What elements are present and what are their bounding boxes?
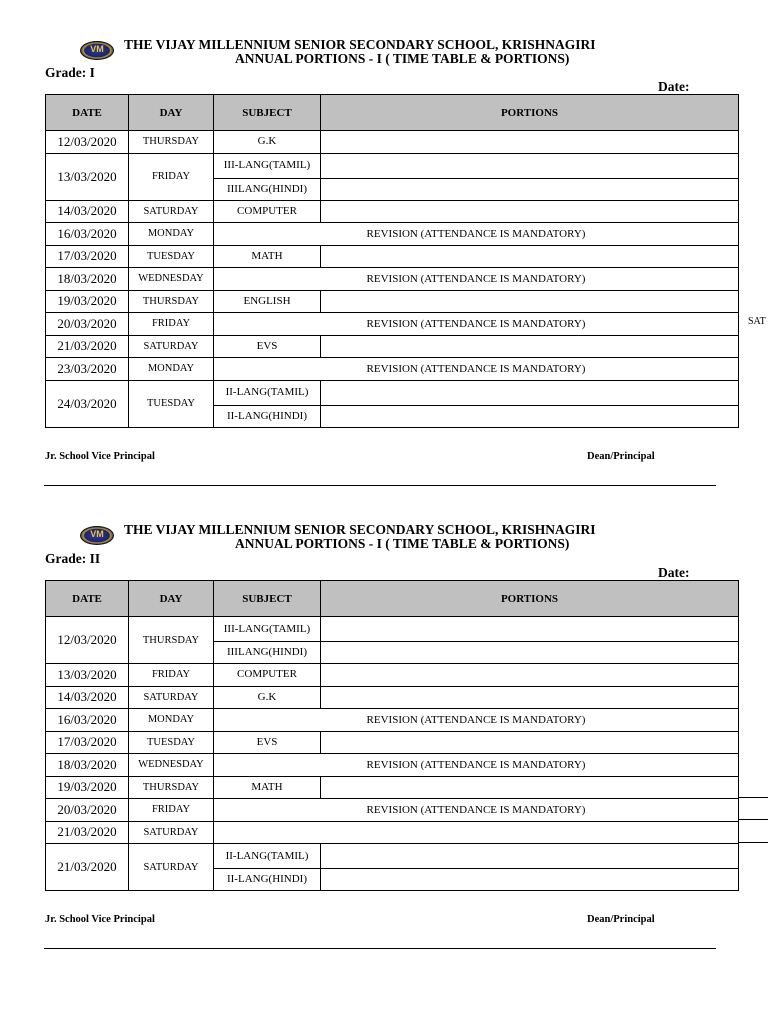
cell-date: 18/03/2020	[46, 754, 129, 777]
cell-day: THURSDAY	[129, 776, 214, 799]
cell-day: WEDNESDAY	[129, 754, 214, 777]
cell-subject: II-LANG(HINDI)	[214, 869, 321, 891]
cell-date: 17/03/2020	[46, 731, 129, 754]
cell-subject: III-LANG(TAMIL)	[214, 617, 321, 642]
table-row	[46, 664, 739, 687]
cell-date: 16/03/2020	[46, 709, 129, 732]
cell-revision: REVISION (ATTENDANCE IS MANDATORY)	[214, 313, 739, 336]
col-header-day: DAY	[129, 95, 214, 131]
cell-subject: EVS	[214, 335, 321, 358]
cell-revision: REVISION (ATTENDANCE IS MANDATORY)	[214, 358, 739, 381]
cell-portions	[321, 869, 739, 891]
cell-date: 19/03/2020	[46, 776, 129, 799]
cell-day: TUESDAY	[129, 731, 214, 754]
table-extension-line	[738, 819, 768, 820]
timetable	[45, 580, 739, 891]
cell-revision: REVISION (ATTENDANCE IS MANDATORY)	[214, 223, 739, 246]
cell-day: SATURDAY	[129, 686, 214, 709]
cell-day: MONDAY	[129, 709, 214, 732]
table-row	[46, 799, 739, 822]
table-row	[46, 776, 739, 799]
cell-date: 20/03/2020	[46, 313, 129, 336]
cell-portions	[321, 664, 739, 687]
cell-day: FRIDAY	[129, 313, 214, 336]
cell-subject: G.K	[214, 131, 321, 154]
cell-subject: IIILANG(HINDI)	[214, 178, 321, 200]
table-body	[46, 617, 739, 891]
cell-subject: III-LANG(TAMIL)	[214, 153, 321, 178]
cell-date: 13/03/2020	[46, 153, 129, 200]
cell-portions	[321, 686, 739, 709]
cell-day: FRIDAY	[129, 153, 214, 200]
cell-day: MONDAY	[129, 358, 214, 381]
cell-subject: COMPUTER	[214, 664, 321, 687]
school-name: THE VIJAY MILLENNIUM SENIOR SECONDARY SCHOOL, KRISHNAGIRI	[124, 37, 596, 52]
cell-revision	[214, 821, 739, 844]
school-logo-icon: VM	[80, 526, 114, 545]
cell-subject: II-LANG(HINDI)	[214, 405, 321, 427]
cell-subject: G.K	[214, 686, 321, 709]
table-row	[46, 731, 739, 754]
school-logo-icon: VM	[80, 41, 114, 60]
col-header-subject: SUBJECT	[214, 95, 321, 131]
signature-vice-principal: Jr. School Vice Principal	[45, 451, 155, 462]
grade-label: Grade: I	[45, 65, 95, 80]
cell-date: 17/03/2020	[46, 245, 129, 268]
cell-day: THURSDAY	[129, 131, 214, 154]
col-header-date: DATE	[46, 581, 129, 617]
overflow-text: SAT	[748, 316, 766, 327]
cell-revision: REVISION (ATTENDANCE IS MANDATORY)	[214, 268, 739, 291]
grade-label: Grade: II	[45, 551, 101, 566]
cell-day: TUESDAY	[129, 380, 214, 427]
cell-day: FRIDAY	[129, 799, 214, 822]
cell-date: 19/03/2020	[46, 290, 129, 313]
exam-title: ANNUAL PORTIONS - I ( TIME TABLE & PORTIONS)	[235, 536, 570, 551]
date-label: Date:	[658, 79, 690, 94]
cell-subject: II-LANG(TAMIL)	[214, 380, 321, 405]
cell-portions	[321, 617, 739, 642]
cell-subject: MATH	[214, 776, 321, 799]
cell-date: 24/03/2020	[46, 380, 129, 427]
cell-day: SATURDAY	[129, 335, 214, 358]
cell-day: THURSDAY	[129, 617, 214, 664]
col-header-subject: SUBJECT	[214, 581, 321, 617]
table-row	[46, 821, 739, 844]
cell-day: WEDNESDAY	[129, 268, 214, 291]
cell-date: 21/03/2020	[46, 821, 129, 844]
col-header-date: DATE	[46, 95, 129, 131]
cell-subject: II-LANG(TAMIL)	[214, 844, 321, 869]
cell-portions	[321, 776, 739, 799]
date-label: Date:	[658, 565, 690, 580]
cell-subject: ENGLISH	[214, 290, 321, 313]
cell-revision: REVISION (ATTENDANCE IS MANDATORY)	[214, 754, 739, 777]
divider-line	[44, 948, 716, 949]
cell-date: 20/03/2020	[46, 799, 129, 822]
cell-date: 12/03/2020	[46, 617, 129, 664]
col-header-day: DAY	[129, 581, 214, 617]
table-row	[46, 686, 739, 709]
table-row	[46, 754, 739, 777]
cell-date: 16/03/2020	[46, 223, 129, 246]
cell-date: 13/03/2020	[46, 664, 129, 687]
cell-subject: IIILANG(HINDI)	[214, 642, 321, 664]
cell-day: THURSDAY	[129, 290, 214, 313]
table-row	[46, 709, 739, 732]
cell-revision: REVISION (ATTENDANCE IS MANDATORY)	[214, 799, 739, 822]
cell-day: SATURDAY	[129, 844, 214, 891]
signature-principal: Dean/Principal	[587, 914, 655, 925]
cell-portions	[321, 642, 739, 664]
table-row	[46, 844, 739, 869]
table-extension-line	[738, 797, 768, 798]
table-header-row	[46, 581, 739, 617]
cell-revision: REVISION (ATTENDANCE IS MANDATORY)	[214, 709, 739, 732]
col-header-portions: PORTIONS	[321, 581, 739, 617]
table-row	[46, 617, 739, 642]
col-header-portions: PORTIONS	[321, 95, 739, 131]
cell-date: 21/03/2020	[46, 335, 129, 358]
school-name: THE VIJAY MILLENNIUM SENIOR SECONDARY SCHOOL, KRISHNAGIRI	[124, 522, 596, 537]
cell-date: 23/03/2020	[46, 358, 129, 381]
cell-subject: COMPUTER	[214, 200, 321, 223]
cell-portions	[321, 844, 739, 869]
cell-portions	[321, 731, 739, 754]
cell-date: 18/03/2020	[46, 268, 129, 291]
exam-title: ANNUAL PORTIONS - I ( TIME TABLE & PORTIONS)	[235, 51, 570, 66]
cell-day: SATURDAY	[129, 821, 214, 844]
cell-subject: EVS	[214, 731, 321, 754]
signature-vice-principal: Jr. School Vice Principal	[45, 914, 155, 925]
cell-date: 14/03/2020	[46, 200, 129, 223]
cell-subject: MATH	[214, 245, 321, 268]
cell-day: FRIDAY	[129, 664, 214, 687]
cell-day: MONDAY	[129, 223, 214, 246]
signature-principal: Dean/Principal	[587, 451, 655, 462]
cell-date: 21/03/2020	[46, 844, 129, 891]
table-extension-line	[738, 842, 768, 843]
cell-day: SATURDAY	[129, 200, 214, 223]
cell-day: TUESDAY	[129, 245, 214, 268]
cell-date: 12/03/2020	[46, 131, 129, 154]
cell-date: 14/03/2020	[46, 686, 129, 709]
